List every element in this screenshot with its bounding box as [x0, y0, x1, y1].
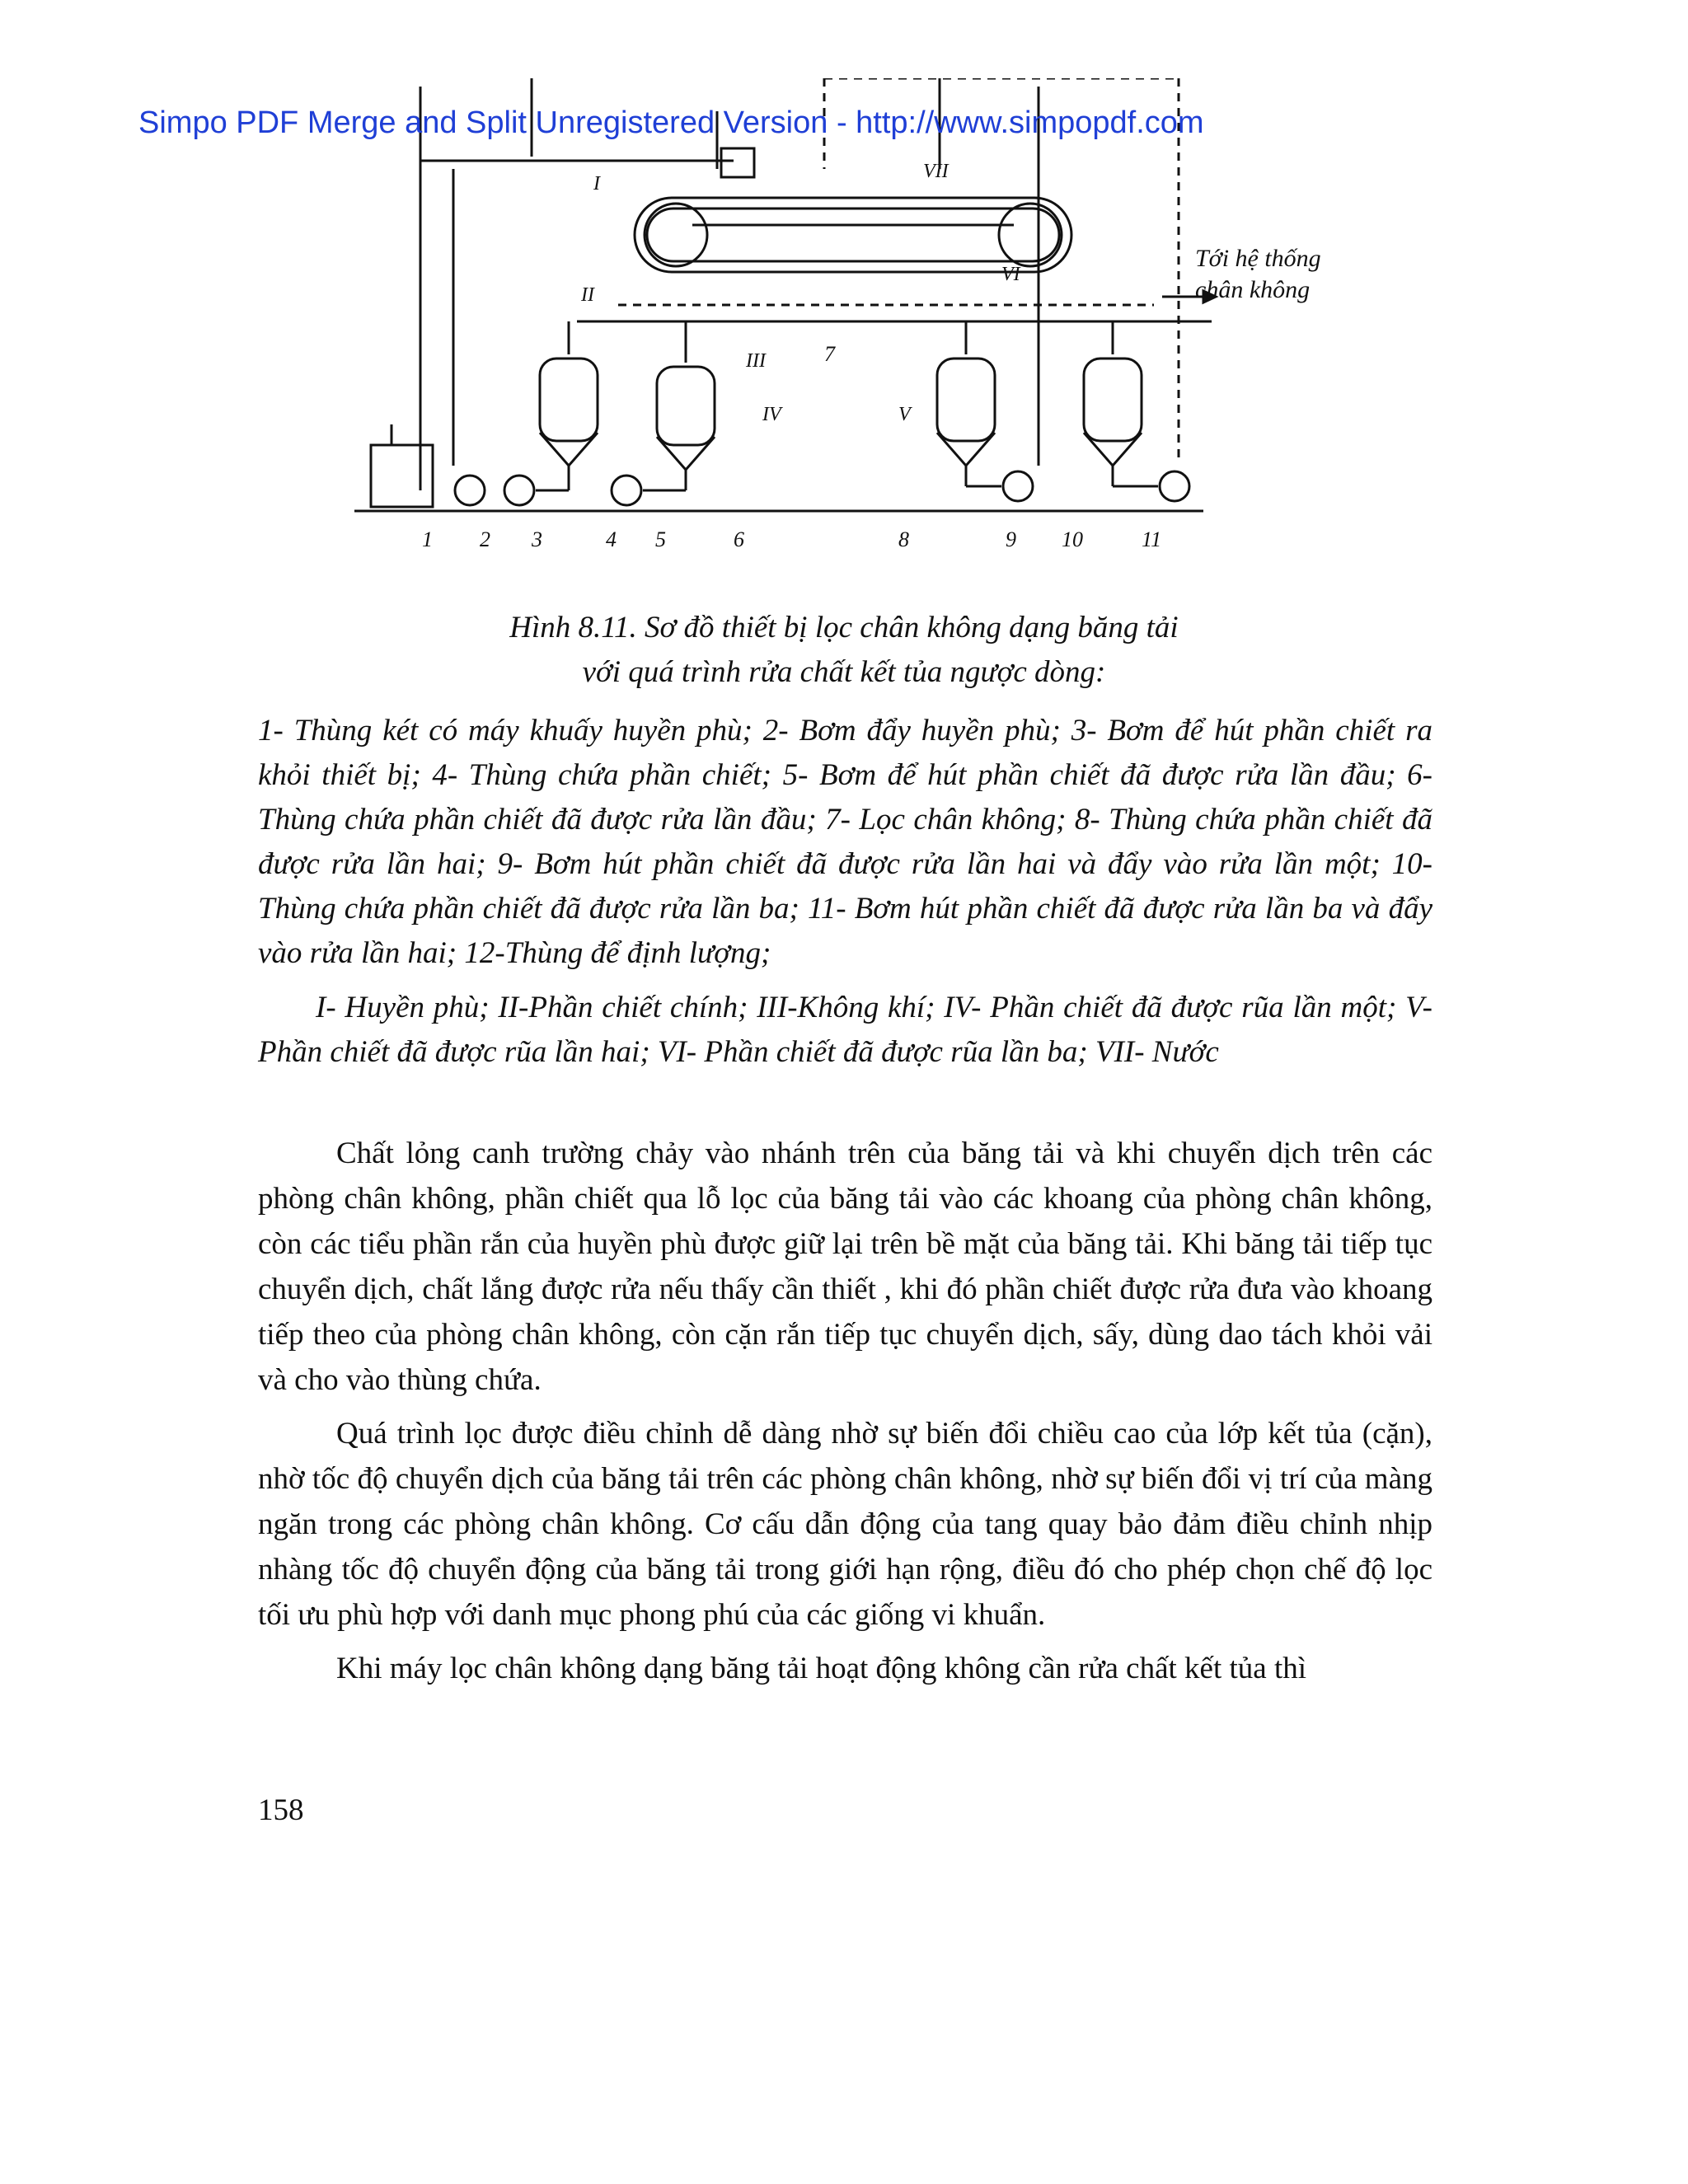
stream-label-IV: IV: [762, 404, 781, 425]
body-paragraph-3: Khi máy lọc chân không dạng băng tải hoạt động không cần rửa chất kết tủa thì: [336, 1652, 1307, 1685]
part-number-2: 2: [480, 527, 490, 551]
part-number-6: 6: [734, 527, 744, 551]
stream-label-V: V: [898, 404, 911, 425]
filter-schematic-figure: [330, 78, 1352, 573]
part-number-1: 1: [422, 527, 433, 551]
part-number-4: 4: [606, 527, 617, 551]
pump-2: [455, 476, 485, 505]
legend-streams: I- Huyền phù; II-Phần chiết chính; III-Không khí; IV- Phần chiết đã được rũa lần một; V- Phần chiết đã được rũa lần hai; VI- Phần chiết đã được rũa lần ba; VII- Nước: [258, 991, 1432, 1069]
tank-6: [657, 321, 715, 470]
caption-title-line1: Hình 8.11. Sơ đồ thiết bị lọc chân không dạng băng tải: [509, 611, 1179, 644]
tank-10: [1084, 321, 1142, 466]
dosing-tank: [721, 148, 754, 177]
pump-9: [1003, 471, 1033, 501]
part-number-8: 8: [898, 527, 909, 551]
part-number-11: 11: [1142, 527, 1162, 551]
part-number-3: 3: [532, 527, 542, 551]
schematic-drawing: [330, 78, 1352, 573]
belt-drum-left: [645, 204, 707, 266]
figure-legend: [258, 709, 1432, 1075]
legend-parts: 1- Thùng két có máy khuấy huyền phù; 2- Bơm đẩy huyền phù; 3- Bơm để hút phần chiết ra khỏi thiết bị; 4- Thùng chứa phần chiết; 5- Bơm để hút phần chiết đã được rửa lần đầu; 6-Thùng chứa phần chiết đã được rửa lần đầu; 7- Lọc chân không; 8- Thùng chứa phần chiết đã được rửa lần hai; 9- Bơm hút phần chiết đã được rửa lần hai và đẩy vào rửa lần một; 10- Thùng chứa phần chiết đã được rửa lần ba; 11- Bơm hút phần chiết đã được rửa lần ba và đẩy vào rửa lần hai; 12-Thùng để định lượng;: [258, 714, 1432, 970]
vacuum-label-line1: Tới hệ thống: [1195, 245, 1321, 272]
vacuum-label-line2: chân không: [1195, 276, 1311, 303]
tank-4: [540, 321, 598, 466]
body-text: [258, 1131, 1432, 1699]
part-number-5: 5: [655, 527, 666, 551]
part-number-10: 10: [1062, 527, 1083, 551]
stream-label-II: II: [581, 284, 594, 306]
stream-label-I: I: [593, 173, 600, 194]
tank-8: [937, 321, 995, 466]
stream-label-III: III: [746, 350, 766, 372]
pump-5: [612, 476, 641, 505]
pdf-watermark: Simpo PDF Merge and Split Unregistered Version - http://www.simpopdf.com: [138, 105, 1204, 140]
pump-11: [1160, 471, 1189, 501]
part-number-7: 7: [824, 342, 835, 366]
agitator-tank: [371, 445, 433, 507]
body-paragraph-1: Chất lỏng canh trường chảy vào nhánh trên của băng tải và khi chuyển dịch trên các phòng chân không, phần chiết qua lỗ lọc của băng tải vào các khoang của phòng chân không, còn các tiểu phần rắn của huyền phù được giữ lại trên bề mặt của băng tải. Khi băng tải tiếp tục chuyển dịch, chất lắng được rửa nếu thấy cần thiết , khi đó phần chiết được rửa đưa vào khoang tiếp theo của phòng chân không, còn cặn rắn tiếp tục chuyển dịch, sấy, dùng dao tách khỏi vải và cho vào thùng chứa.: [258, 1137, 1432, 1397]
page-number: 158: [258, 1793, 304, 1827]
figure-caption-title: [247, 606, 1441, 695]
belt-filter-inner: [647, 209, 1059, 261]
pump-3: [504, 476, 534, 505]
caption-title-line2: với quá trình rửa chất kết tủa ngược dòng:: [582, 655, 1106, 689]
body-paragraph-2: Quá trình lọc được điều chỉnh dễ dàng nhờ sự biến đổi chiều cao của lớp kết tủa (cặn), nhờ tốc độ chuyển dịch của băng tải trên các phòng chân không, nhờ sự biến đổi vị trí của màng ngăn trong các phòng chân không. Cơ cấu dẫn động của tang quay bảo đảm điều chỉnh nhịp nhàng tốc độ chuyển động của băng tải trong giới hạn rộng, điều đó cho phép chọn chế độ lọc tối ưu phù hợp với danh mục phong phú của các giống vi khuẩn.: [258, 1417, 1432, 1632]
vacuum-system-label: [1195, 243, 1321, 306]
stream-label-VI: VI: [1001, 264, 1020, 285]
belt-drum-right: [999, 204, 1062, 266]
part-number-9: 9: [1006, 527, 1016, 551]
stream-label-VII: VII: [923, 161, 949, 182]
